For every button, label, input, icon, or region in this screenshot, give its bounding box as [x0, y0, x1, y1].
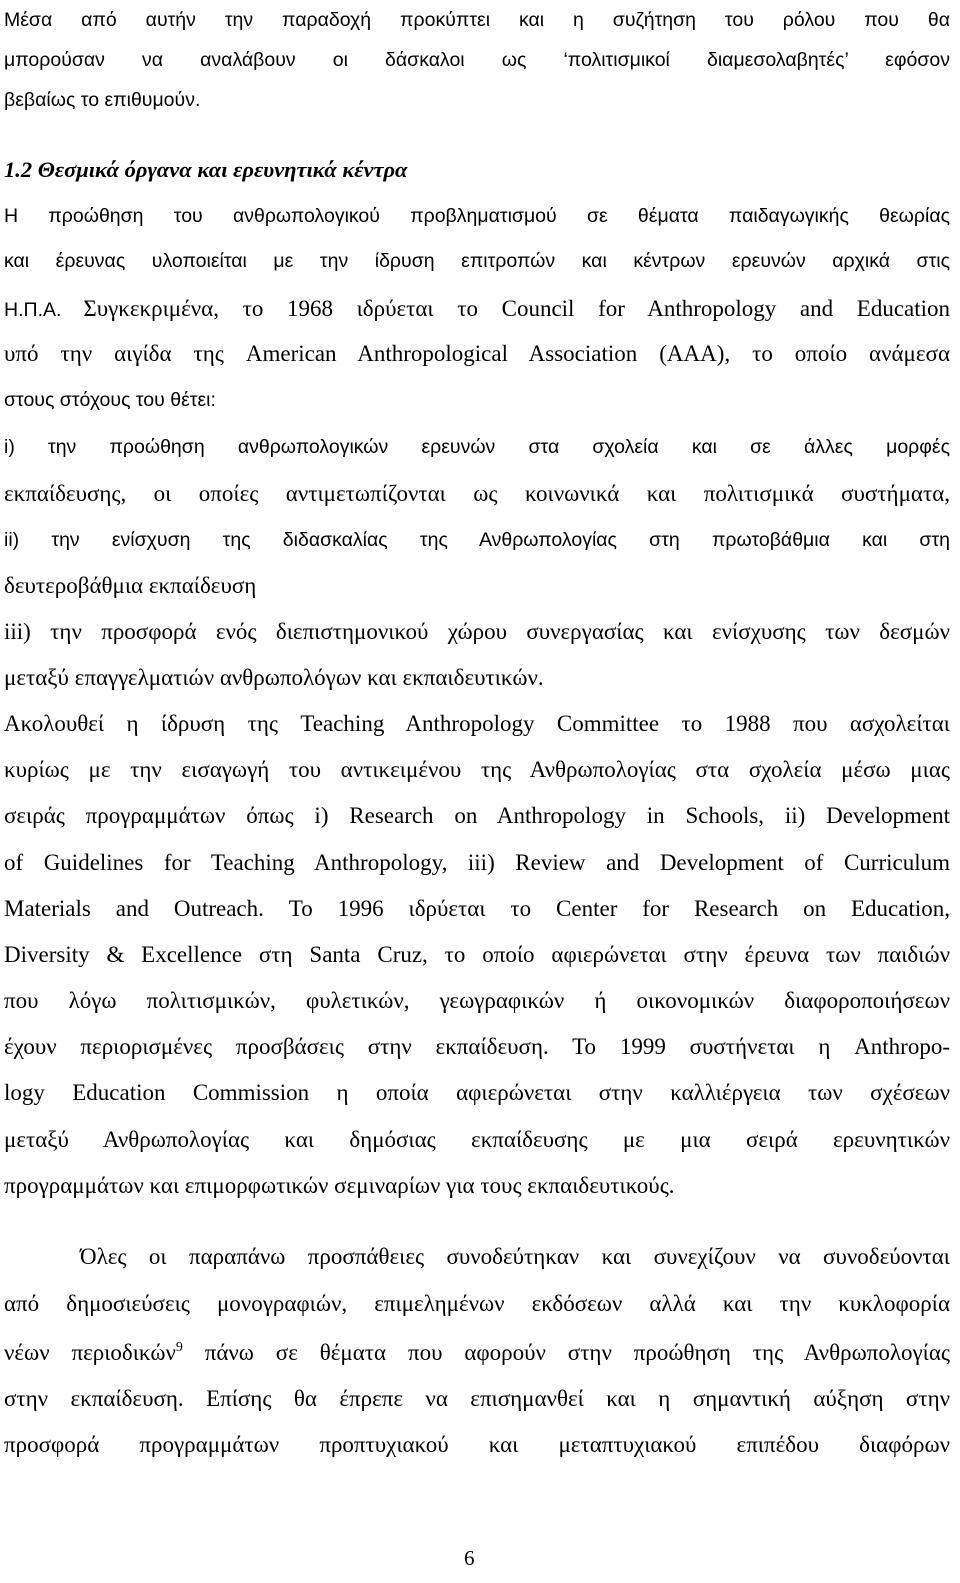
text-line: από δημοσιεύσεις μονογραφιών, επιμελημένων εκδόσεων αλλά και την κυκλοφορία — [4, 1291, 950, 1316]
text-line: of Guidelines for Teaching Anthropology, iii) Review and Development of Curriculum — [4, 850, 950, 875]
page-number: 6 — [464, 1546, 475, 1570]
mixed-line — [4, 889, 950, 929]
text-line: logy Education Commission η οποία αφιερώνεται στην καλλιέργεια των σχέσεων — [4, 1080, 950, 1105]
text-segment: Materials and Outreach. — [4, 896, 264, 921]
document-page — [4, 0, 950, 1583]
text-segment: πάνω σε θέματα που αφορούν στην προώθηση της Ανθρωπολογίας — [204, 1340, 950, 1365]
text-line: μπορούσαν να αναλάβουν οι δάσκαλοι ως ‘πολιτισμικοί διαμεσολαβητές’ εφόσον — [4, 49, 950, 71]
list-item-line: ii) την ενίσχυση της διδασκαλίας της Ανθρωπολογίας στη πρωτοβάθμια και στη — [4, 529, 950, 551]
text-line: βεβαίως το επιθυμούν. — [4, 89, 201, 111]
text-segment: Το 1996 ιδρύεται το Center for Research on Education, — [288, 896, 950, 921]
text-line: και έρευνας υλοποιείται με την ίδρυση επιτροπών και κέντρων ερευνών αρχικά στις — [4, 250, 950, 272]
text-segment: Η.Π.Α. — [4, 299, 62, 321]
text-line: προγραμμάτων και επιμορφωτικών σεμιναρίων για τους εκπαιδευτικούς. — [4, 1173, 675, 1198]
text-line: κυρίως με την εισαγωγή του αντικειμένου της Ανθρωπολογίας στα σχολεία μέσω μιας — [4, 757, 950, 782]
list-item-line: i) την προώθηση ανθρωπολογικών ερευνών στα σχολεία και σε άλλες μορφές — [4, 436, 950, 458]
text-line: στους στόχους του θέτει: — [4, 389, 216, 411]
text-segment: νέων περιοδικών — [4, 1340, 176, 1365]
text-segment: στην εκπαίδευση. — [4, 1386, 184, 1411]
text-line: μεταξύ Ανθρωπολογίας και δημόσιας εκπαίδευσης με μια σειρά ερευνητικών — [4, 1127, 950, 1152]
text-line: που λόγω πολιτισμικών, φυλετικών, γεωγραφικών ή οικονομικών διαφοροποιήσεων — [4, 988, 950, 1013]
text-segment: Το 1999 συστήνεται η Anthropo- — [572, 1034, 950, 1059]
mixed-line — [4, 1027, 950, 1067]
text-segment: Συγκεκριμένα, το 1968 ιδρύεται το Council for Anthropology and Education — [83, 296, 951, 321]
list-item-line: μεταξύ επαγγελματιών ανθρωπολόγων και εκπαιδευτικών. — [4, 665, 544, 690]
text-segment: έχουν περιορισμένες προσβάσεις στην εκπαίδευση. — [4, 1034, 549, 1059]
text-line: υπό την αιγίδα της American Anthropological Association (AAA), το οποίο ανάμεσα — [4, 341, 950, 366]
text-line: Ακολουθεί η ίδρυση της Teaching Anthropology Committee το 1988 που ασχολείται — [4, 711, 950, 736]
mixed-line — [4, 1379, 950, 1419]
text-line: Μέσα από αυτήν την παραδοχή προκύπτει και η συζήτηση του ρόλου που θα — [4, 9, 950, 31]
text-line: Η προώθηση του ανθρωπολογικού προβληματισμού σε θέματα παιδαγωγικής θεωρίας — [4, 205, 950, 227]
list-item-line: δευτεροβάθμια εκπαίδευση — [4, 573, 257, 598]
text-segment: Επίσης θα έπρεπε να επισημανθεί και η σημαντική αύξηση στην — [206, 1386, 950, 1411]
footnote-marker[interactable]: 9 — [175, 1340, 183, 1355]
text-line: προσφορά προγραμμάτων προπτυχιακού και μεταπτυχιακού επιπέδου διαφόρων — [4, 1432, 950, 1457]
section-heading: 1.2 Θεσμικά όργανα και ερευνητικά κέντρα — [4, 157, 408, 182]
text-line: σειράς προγραμμάτων όπως i) Research on Anthropology in Schools, ii) Development — [4, 803, 950, 828]
mixed-line — [4, 1333, 950, 1373]
text-line: Όλες οι παραπάνω προσπάθειες συνοδεύτηκαν και συνεχίζουν να συνοδεύονται — [80, 1244, 950, 1269]
list-item-line: εκπαίδευσης, οι οποίες αντιμετωπίζονται ως κοινωνικά και πολιτισμικά συστήματα, — [4, 481, 950, 506]
list-item-line: iii) την προσφορά ενός διεπιστημονικού χώρου συνεργασίας και ενίσχυσης των δεσμών — [4, 619, 950, 644]
mixed-line — [4, 289, 950, 329]
text-line: Diversity & Excellence στη Santa Cruz, το οποίο αφιερώνεται στην έρευνα των παιδιών — [4, 942, 950, 967]
